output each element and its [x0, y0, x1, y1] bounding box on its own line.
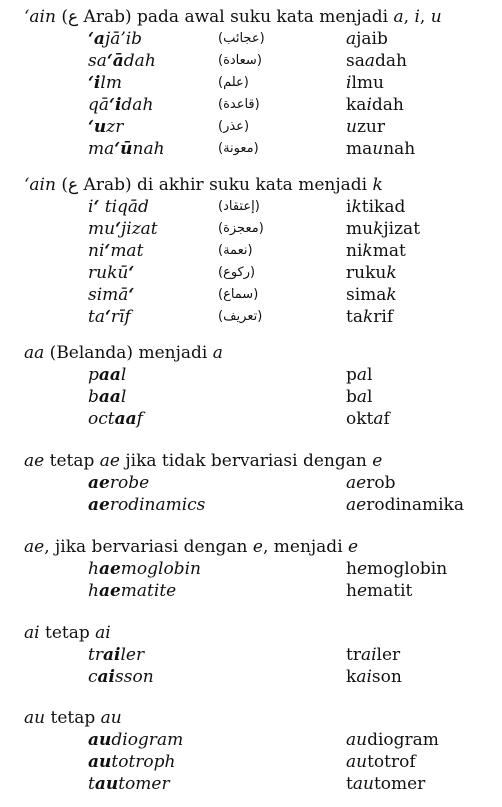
table-row [24, 408, 502, 430]
source-word: aerobe [88, 473, 150, 493]
source-word: caisson [88, 667, 154, 687]
target-word: aerodinamika [346, 495, 464, 515]
target-word: ilmu [346, 73, 384, 93]
source-word: haematite [88, 581, 177, 601]
arabic-word: (إعتقاد) [218, 199, 260, 214]
source-word: maʻūnah [88, 139, 165, 159]
section-ai [24, 622, 502, 688]
table-row [24, 116, 502, 138]
table-row [24, 50, 502, 72]
target-word: hemoglobin [346, 559, 448, 579]
target-word: saadah [346, 51, 407, 71]
arabic-word: (عذر) [218, 119, 250, 134]
table-row [24, 262, 502, 284]
source-word: tautomer [88, 774, 170, 794]
source-word: trailer [88, 645, 145, 665]
section-heading: ae tetap ae jika tidak bervariasi dengan e [24, 451, 383, 471]
source-word: rukūʻ [88, 263, 135, 283]
section-ain-akhir [24, 174, 502, 328]
section-heading: aa (Belanda) menjadi a [24, 343, 223, 363]
arabic-word: (ركوع) [218, 265, 256, 280]
target-word: ajaib [346, 29, 388, 49]
table-row [24, 240, 502, 262]
section-ain-awal [24, 6, 502, 160]
target-word: uzur [346, 117, 385, 137]
source-word: niʻmat [88, 241, 144, 261]
section-heading: ‘ain (ع Arab) di akhir suku kata menjadi k [24, 175, 383, 195]
table-row [24, 751, 502, 773]
table-row [24, 494, 502, 516]
table-row [24, 28, 502, 50]
table-row [24, 72, 502, 94]
section-ae-tetap [24, 450, 502, 516]
target-word: kaidah [346, 95, 404, 115]
source-word: saʻādah [88, 51, 156, 71]
arabic-word: (معونة) [218, 141, 259, 156]
section-heading: ae, jika bervariasi dengan e, menjadi e [24, 537, 359, 557]
section-au [24, 707, 502, 795]
target-word: pal [346, 365, 373, 385]
table-row [24, 138, 502, 160]
table-row [24, 644, 502, 666]
target-word: trailer [346, 645, 401, 665]
source-word: simāʻ [88, 285, 135, 305]
target-word: maunah [346, 139, 416, 159]
table-row [24, 386, 502, 408]
section-ae-variasi [24, 536, 502, 602]
target-word: tautomer [346, 774, 426, 794]
arabic-word: (علم) [218, 75, 249, 90]
target-word: autotrof [346, 752, 416, 772]
target-word: audiogram [346, 730, 439, 750]
table-row [24, 284, 502, 306]
table-row [24, 196, 502, 218]
source-word: haemoglobin [88, 559, 201, 579]
table-row [24, 580, 502, 602]
section-aa [24, 342, 502, 430]
target-word: takrif [346, 307, 394, 327]
target-word: mukjizat [346, 219, 421, 239]
section-heading: ‘ain (ع Arab) pada awal suku kata menjadi a, i, u [24, 7, 442, 27]
table-row [24, 472, 502, 494]
source-word: muʻjizat [88, 219, 158, 239]
table-row [24, 773, 502, 795]
table-row [24, 666, 502, 688]
target-word: oktaf [346, 409, 390, 429]
arabic-word: (نعمة) [218, 243, 253, 258]
source-word: qāʻidah [88, 95, 154, 115]
table-row [24, 364, 502, 386]
table-row [24, 558, 502, 580]
target-word: nikmat [346, 241, 406, 261]
source-word: baal [88, 387, 127, 407]
source-word: iʻ tiqād [88, 197, 149, 217]
target-word: kaison [346, 667, 402, 687]
arabic-word: (عجائب) [218, 31, 265, 46]
target-word: simak [346, 285, 397, 305]
arabic-word: (تعريف) [218, 309, 263, 324]
source-word: taʻrīf [88, 307, 131, 327]
source-word: octaaf [88, 409, 143, 429]
source-word: paal [88, 365, 127, 385]
source-word: ʻilm [88, 73, 122, 93]
source-word: ʻuzr [88, 117, 124, 137]
arabic-word: (سماع) [218, 287, 259, 302]
table-row [24, 729, 502, 751]
target-word: bal [346, 387, 373, 407]
table-row [24, 218, 502, 240]
table-row [24, 306, 502, 328]
source-word: aerodinamics [88, 495, 206, 515]
section-heading: ai tetap ai [24, 623, 111, 643]
target-word: hematit [346, 581, 413, 601]
target-word: iktikad [346, 197, 406, 217]
target-word: aerob [346, 473, 396, 493]
source-word: audiogram [88, 730, 184, 750]
section-heading: au tetap au [24, 708, 122, 728]
table-row [24, 94, 502, 116]
arabic-word: (سعادة) [218, 53, 262, 68]
source-word: ʻajā’ib [88, 29, 143, 49]
target-word: rukuk [346, 263, 397, 283]
source-word: autotroph [88, 752, 176, 772]
arabic-word: (معجزة) [218, 221, 264, 236]
arabic-word: (قاعدة) [218, 97, 260, 112]
